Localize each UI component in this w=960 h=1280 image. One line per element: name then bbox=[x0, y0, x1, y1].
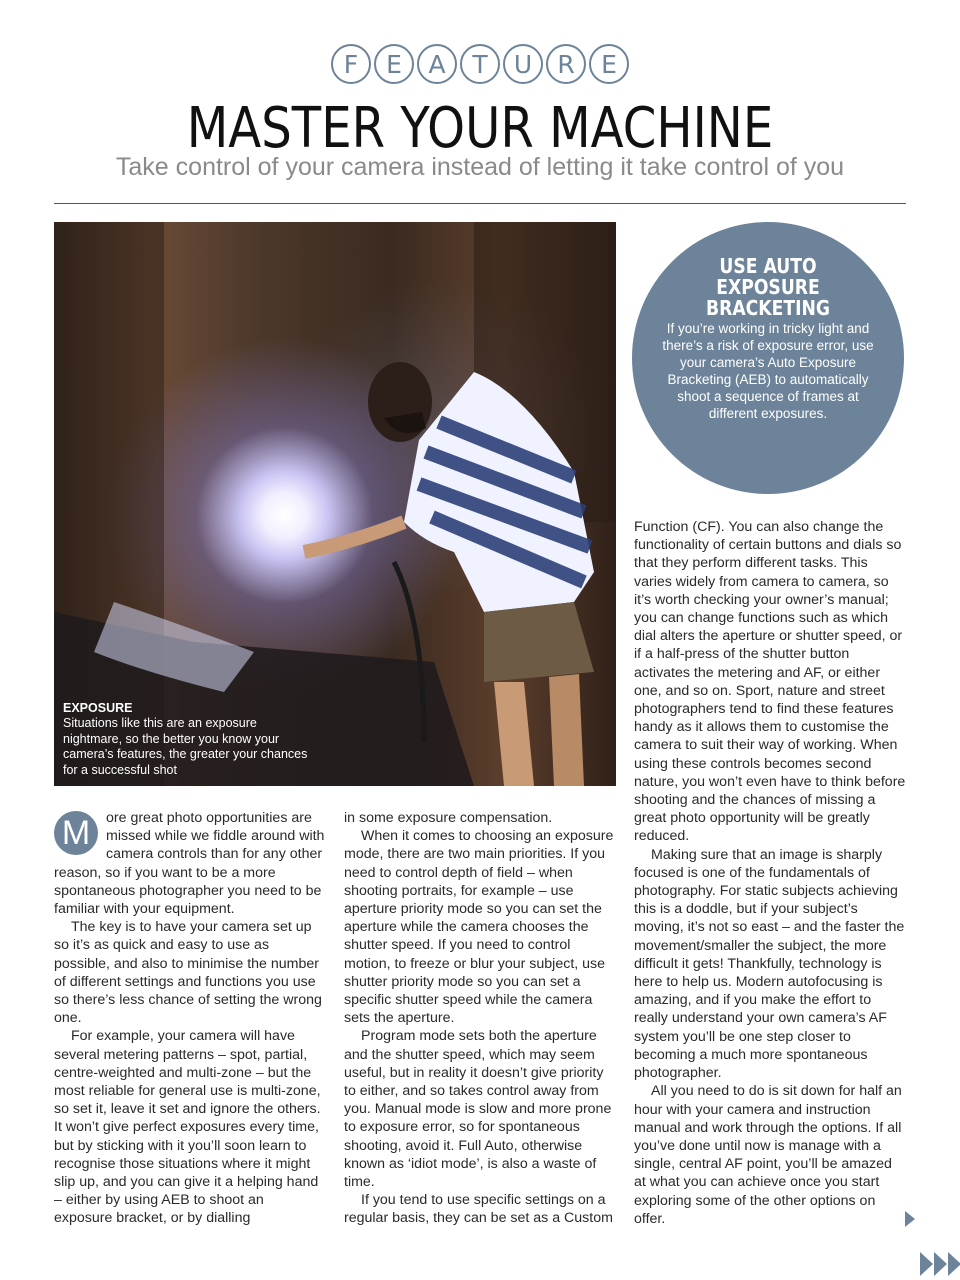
article-paragraph: For example, your camera will have several metering patterns – spot, partial, centre-weighted and multi-zone – but the most reliable for general use is multi-zone, so set it, leave it set and ignore the others. It won’t give perfect exposures every time, but by sticking with it you’ll soon learn to recognise those situations where it might slip up, and you can give it a helping hand – either by using AEB to shoot an exposure bracket, or by dialling bbox=[54, 1028, 321, 1227]
tip-body: If you’re working in tricky light and there’s a risk of exposure error, use your camera’s Auto Exposure Bracketing (AEB) to automatically shoot a sequence of frames at different exposures. bbox=[662, 321, 874, 421]
article-paragraph: Function (CF). You can also change the functionality of certain buttons and dials so that they perform different tasks. This varies widely from camera to camera, so it’s worth checking your owner’s manual; you can change functions such as which dial alters the aperture or shutter speed, or if a half-press of the shutter button activates the metering and AF, or either one, and so on. Sport, nature and street photographers tend to find these features handy as it allows them to customise the camera to suit their way of working. When using these controls becomes second nature, you won’t even have to think before shooting and the chances of missing a great photo opportunity will be greatly reduced. bbox=[634, 519, 906, 845]
arrow-right-icon bbox=[920, 1252, 933, 1276]
article-paragraph: in some exposure compensation. bbox=[344, 810, 553, 826]
section-letter: E bbox=[374, 44, 414, 84]
article-paragraph: The key is to have your camera set up so it’s as quick and easy to use as possible, and also to minimise the number of different settings and functions you use so there’s less chance of setting the wrong one. bbox=[54, 919, 322, 1027]
section-label bbox=[0, 44, 960, 84]
section-letter: F bbox=[331, 44, 371, 84]
section-letter: T bbox=[460, 44, 500, 84]
article-column-1 bbox=[54, 809, 326, 1228]
paragraph-text: ore great photo opportunities are missed while we fiddle around with camera controls than for any other reason, so if you want to be a more spontaneous photographer you need to be familiar with your equipment. bbox=[54, 810, 325, 918]
section-letter: A bbox=[417, 44, 457, 84]
photo-caption bbox=[63, 701, 313, 779]
article-paragraph: Making sure that an image is sharply focused is one of the fundamentals of photography. For static subjects achieving this is a doddle, but if your subject’s moving, it’s not so east – and the faster the movement/smaller the subject, the more difficult it gets! Thankfully, technology is here to help us. Modern autofocusing is amazing, and if you make the effort to really understand your own camera’s AF system you’ll be one step closer to becoming a much more spontaneous photographer. bbox=[634, 846, 905, 1082]
next-page-icon[interactable] bbox=[920, 1252, 960, 1276]
welder-photo bbox=[54, 222, 616, 786]
section-letter: R bbox=[546, 44, 586, 84]
standfirst: Take control of your camera instead of letting it take control of you bbox=[115, 153, 845, 181]
caption-text: Situations like this are an exposure nightmare, so the better you know your camera’s features, the greater your chances for a successful shot bbox=[63, 716, 308, 777]
section-letter: U bbox=[503, 44, 543, 84]
article-column-3 bbox=[634, 518, 906, 1228]
drop-cap: M bbox=[54, 811, 98, 855]
tip-title: USE AUTO EXPOSURE BRACKETING bbox=[705, 254, 831, 320]
arrow-right-icon bbox=[934, 1252, 947, 1276]
end-of-text-icon bbox=[905, 1211, 915, 1227]
caption-title: EXPOSURE bbox=[63, 700, 133, 715]
page-title: MASTER YOUR MACHINE bbox=[186, 96, 774, 161]
header-divider bbox=[54, 203, 906, 204]
article-paragraph: When it comes to choosing an exposure mode, there are two main priorities. If you need to control depth of field – when shooting portraits, for example – use aperture priority mode so you can set the aperture while the camera chooses the shutter speed. If you need to control motion, to freeze or blur your subject, use shutter priority mode so you can set a specific shutter speed while the camera sets the aperture. bbox=[344, 828, 614, 1027]
arrow-right-icon bbox=[948, 1252, 960, 1276]
article-paragraph: Program mode sets both the aperture and the shutter speed, which may seem useful, but in reality it doesn’t give priority to either, and so takes control away from you. Manual mode is slow and more prone to exposure error, so for spontaneous shooting, avoid it. Full Auto, otherwise known as ‘idiot mode’, is also a waste of time. bbox=[344, 1028, 612, 1191]
article-column-2 bbox=[344, 809, 616, 1228]
tip-callout bbox=[632, 222, 904, 494]
section-letter: E bbox=[589, 44, 629, 84]
article-paragraph bbox=[54, 809, 326, 918]
article-paragraph: If you tend to use specific settings on a regular basis, they can be set as a Custom bbox=[344, 1192, 613, 1227]
article-paragraph: All you need to do is sit down for half an hour with your camera and instruction manual and work through the options. If all you’ve done until now is manage with a single, central AF point, you’ll be amazed at what you can achieve once you start exploring some of the other options on offer. bbox=[634, 1083, 902, 1227]
